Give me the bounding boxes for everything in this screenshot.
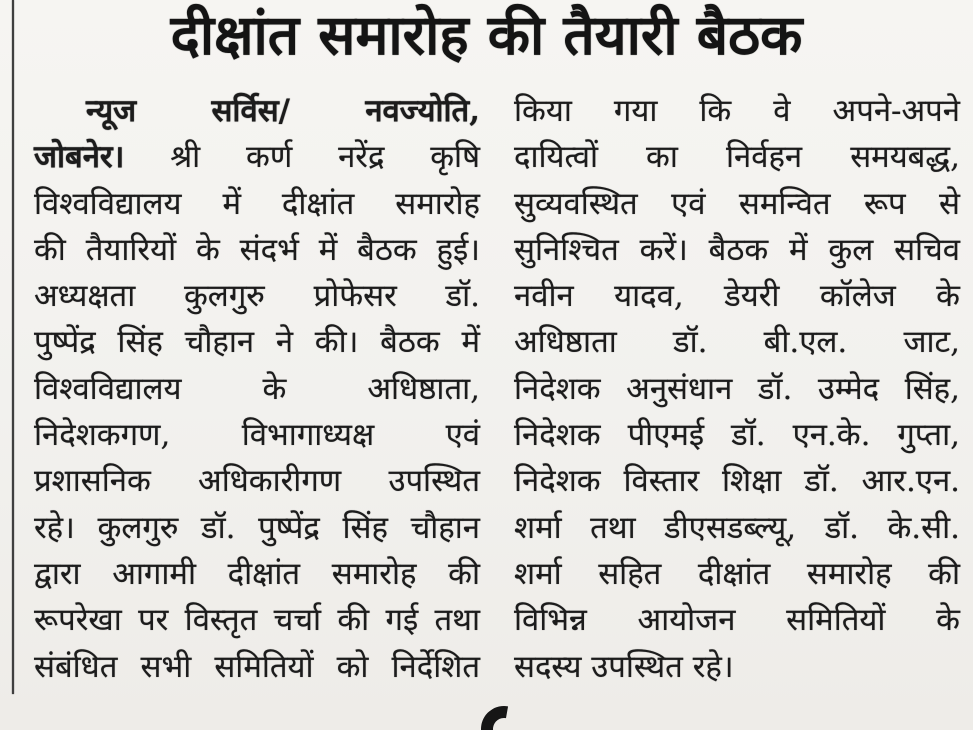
body-text-line bbox=[34, 273, 480, 319]
line-text: संबंधित सभी समितियों को निर्देशित bbox=[34, 648, 480, 685]
body-text-line bbox=[34, 505, 480, 551]
body-text-line bbox=[514, 551, 960, 597]
line-text: किया गया कि वे अपने-अपने bbox=[514, 93, 960, 129]
line-text: निदेशक विस्तार शिक्षा डॉ. आर.एन. bbox=[514, 463, 960, 500]
line-text: शर्मा तथा डीएसडब्ल्यू, डॉ. के.सी. bbox=[514, 509, 960, 546]
body-text-line bbox=[514, 412, 960, 458]
article-headline: दीक्षांत समारोह की तैयारी बैठक bbox=[170, 2, 803, 67]
body-text-line bbox=[514, 88, 960, 134]
line-text: दायित्वों का निर्वहन समयबद्ध, bbox=[514, 139, 960, 176]
line-text: विश्वविद्यालय के अधिष्ठाता, bbox=[34, 370, 480, 407]
article-column-left bbox=[34, 88, 480, 690]
line-text: पुष्पेंद्र सिंह चौहान ने की। बैठक में bbox=[34, 324, 480, 361]
body-text-line bbox=[514, 597, 960, 643]
line-text: अध्यक्षता कुलगुरु प्रोफेसर डॉ. bbox=[34, 278, 480, 315]
body-text-line bbox=[34, 366, 480, 412]
body-text-line bbox=[34, 597, 480, 643]
line-text: निदेशक अनुसंधान डॉ. उम्मेद सिंह, bbox=[514, 370, 960, 407]
line-text: की तैयारियों के संदर्भ में बैठक हुई। bbox=[34, 231, 480, 268]
body-text-line bbox=[34, 319, 480, 365]
line-text: रूपरेखा पर विस्तृत चर्चा की गई तथा bbox=[34, 602, 480, 639]
body-text-line bbox=[34, 412, 480, 458]
body-text-line bbox=[34, 644, 480, 690]
line-text: सुनिश्चित करें। बैठक में कुल सचिव bbox=[514, 231, 960, 268]
line-text: श्री कर्ण नरेंद्र कृषि bbox=[124, 139, 480, 176]
body-text-line bbox=[514, 505, 960, 551]
body-text-line bbox=[514, 227, 960, 273]
body-text-line bbox=[514, 644, 960, 690]
dateline-bold-text: जोबनेर। bbox=[34, 139, 125, 176]
line-text: द्वारा आगामी दीक्षांत समारोह की bbox=[34, 555, 480, 592]
article-body bbox=[34, 88, 960, 690]
body-text-line bbox=[514, 319, 960, 365]
line-text: निदेशकगण, विभागाध्यक्ष एवं bbox=[34, 417, 480, 454]
article-column-right bbox=[514, 88, 960, 690]
dateline-bold-text: न्यूज सर्विस/ नवज्योति, bbox=[86, 93, 480, 129]
body-text-line bbox=[34, 181, 480, 227]
column-separator-line bbox=[12, 0, 14, 694]
line-text: सदस्य उपस्थित रहे। bbox=[514, 648, 734, 685]
line-text: विभिन्न आयोजन समितियों के bbox=[514, 602, 960, 639]
body-text-line bbox=[34, 134, 480, 180]
line-text: सुव्यवस्थित एवं समन्वित रूप से bbox=[514, 185, 960, 222]
line-text: रहे। कुलगुरु डॉ. पुष्पेंद्र सिंह चौहान bbox=[34, 509, 480, 546]
body-text-line bbox=[514, 273, 960, 319]
body-text-line bbox=[514, 134, 960, 180]
line-text: विश्वविद्यालय में दीक्षांत समारोह bbox=[34, 185, 480, 222]
body-text-line bbox=[34, 227, 480, 273]
body-text-line bbox=[514, 458, 960, 504]
body-text-line bbox=[34, 458, 480, 504]
cropped-letter-arc-icon bbox=[472, 697, 536, 730]
body-text-line bbox=[514, 366, 960, 412]
line-text: प्रशासनिक अधिकारीगण उपस्थित bbox=[34, 463, 480, 500]
body-text-line bbox=[34, 551, 480, 597]
body-text-line bbox=[514, 181, 960, 227]
line-text: निदेशक पीएमई डॉ. एन.के. गुप्ता, bbox=[514, 417, 960, 454]
line-text: नवीन यादव, डेयरी कॉलेज के bbox=[514, 278, 960, 315]
body-text-line bbox=[34, 88, 480, 134]
line-text: शर्मा सहित दीक्षांत समारोह की bbox=[514, 555, 960, 592]
line-text: अधिष्ठाता डॉ. बी.एल. जाट, bbox=[514, 324, 960, 361]
